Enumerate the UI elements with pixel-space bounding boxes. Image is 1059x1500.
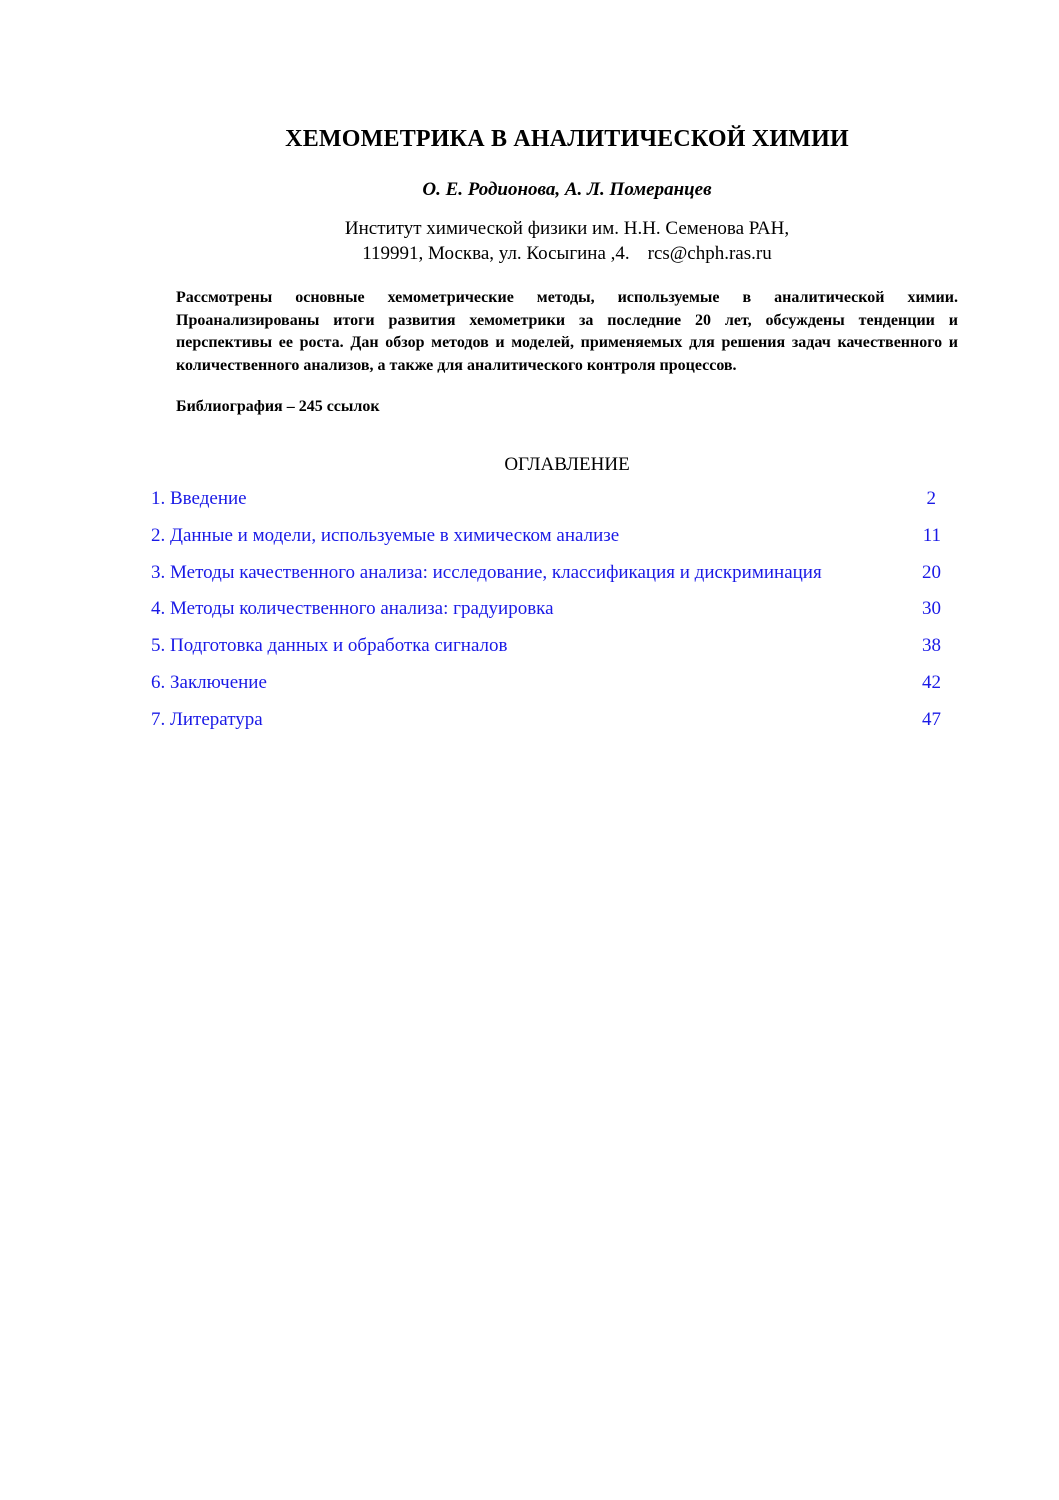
toc-entry-qualitative[interactable]: [151, 562, 941, 599]
toc-entry-preprocessing[interactable]: [151, 635, 941, 672]
toc-entry-label[interactable]: 4. Методы количественного анализа: градуировка: [151, 598, 554, 620]
toc-entry-page[interactable]: 2: [926, 488, 936, 509]
toc-entry-page[interactable]: 30: [922, 598, 941, 620]
toc-entry-page[interactable]: 38: [922, 635, 941, 657]
toc-entry-label[interactable]: 3. Методы качественного анализа: исследование, классификация и дискриминация: [151, 561, 822, 583]
toc-entry-quantitative[interactable]: [151, 598, 941, 635]
toc-entry-label[interactable]: 5. Подготовка данных и обработка сигналов: [151, 635, 508, 657]
affiliation: [75, 216, 1059, 266]
affiliation-address: 119991, Москва, ул. Косыгина ,4.: [362, 243, 630, 264]
toc-entry-page[interactable]: 47: [922, 708, 941, 730]
toc-entry-page[interactable]: 11: [922, 524, 941, 546]
toc-entry-label[interactable]: 2. Данные и модели, используемые в химическом анализе: [151, 524, 620, 546]
table-of-contents: [151, 488, 941, 746]
affiliation-line-2: [75, 241, 1059, 266]
bibliography-note: Библиография – 245 ссылок: [176, 398, 380, 415]
affiliation-line-1: Институт химической физики им. Н.Н. Семенова РАН,: [344, 218, 790, 239]
toc-entry-page[interactable]: 42: [922, 671, 941, 693]
toc-entry-label[interactable]: 1. Введение: [151, 488, 247, 509]
abstract: Рассмотрены основные хемометрические методы, используемые в аналитической химии. Проанализированы итоги развития хемометрики за последние 20 лет, обсуждены тенденции и перспективы ее роста. Дан обзор методов и моделей, применяемых для решения задач качественного и количественного анализов, а также для аналитического контроля процессов.: [176, 289, 958, 374]
toc-entry-page[interactable]: 20: [922, 561, 941, 583]
toc-entry-data-models[interactable]: [151, 525, 941, 562]
affiliation-email[interactable]: rcs@chph.ras.ru: [647, 243, 772, 264]
toc-entry-references[interactable]: [151, 709, 941, 746]
toc-entry-label[interactable]: 7. Литература: [151, 708, 263, 730]
toc-entry-label[interactable]: 6. Заключение: [151, 671, 267, 693]
toc-entry-conclusion[interactable]: [151, 672, 941, 709]
paper-authors: О. Е. Родионова, А. Л. Померанцев: [422, 179, 712, 200]
toc-entry-introduction[interactable]: [151, 488, 941, 525]
toc-heading: ОГЛАВЛЕНИЕ: [504, 454, 630, 475]
paper-title: ХЕМОМЕТРИКА В АНАЛИТИЧЕСКОЙ ХИМИИ: [285, 126, 849, 152]
